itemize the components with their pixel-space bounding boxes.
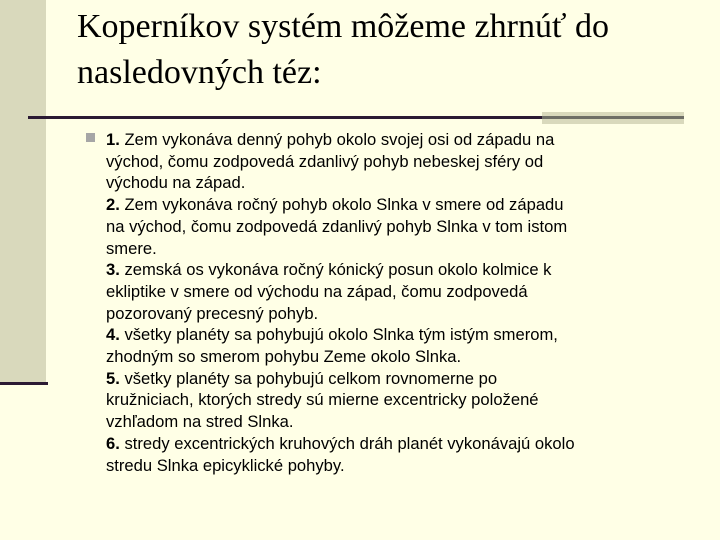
left-decorative-bar	[0, 0, 46, 385]
thesis-6-text-1: stredy excentrických kruhových dráh planét vykonávajú okolo	[119, 433, 575, 453]
divider-accent-line	[542, 116, 684, 119]
thesis-4-number: 4.	[106, 325, 120, 345]
thesis-4-text-1: všetky planéty sa pohybujú okolo Slnka tým istým smerom,	[119, 325, 558, 345]
thesis-2-line-3: smere.	[106, 238, 157, 258]
thesis-3-number: 3.	[106, 260, 120, 280]
thesis-5	[106, 368, 706, 433]
thesis-5-text-1: všetky planéty sa pohybujú celkom rovnomerne po	[119, 368, 498, 388]
thesis-4-line-2: zhodným so smerom pohybu Zeme okolo Slnka.	[106, 347, 462, 367]
thesis-2-line-1	[106, 194, 706, 216]
thesis-5-line-3: vzhľadom na stred Slnka.	[106, 412, 294, 432]
thesis-3-line-3: pozorovaný precesný pohyb.	[106, 303, 319, 323]
thesis-2-text-1: Zem vykonáva ročný pohyb okolo Slnka v smere od západu	[119, 195, 564, 215]
slide-title	[77, 4, 697, 96]
thesis-1-number: 1.	[106, 130, 120, 149]
thesis-1-text-1: Zem vykonáva denný pohyb okolo svojej osi od západu na	[119, 130, 555, 149]
thesis-6-number: 6.	[106, 433, 120, 453]
thesis-2	[106, 194, 706, 259]
slide-title-line-2: nasledovných téz:	[77, 54, 322, 91]
square-bullet-icon	[86, 133, 95, 142]
thesis-4-line-1	[106, 324, 706, 346]
thesis-1-line-2: východ, čomu zodpovedá zdanlivý pohyb nebeskej sféry od	[106, 151, 544, 171]
left-bar-underline	[0, 382, 48, 385]
thesis-3	[106, 259, 706, 324]
thesis-1	[106, 129, 706, 194]
slide-title-line-1: Koperníkov systém môžeme zhrnúť do	[77, 8, 609, 45]
thesis-4	[106, 324, 706, 367]
thesis-6	[106, 433, 706, 476]
thesis-5-line-1	[106, 368, 706, 390]
theses-text	[106, 129, 706, 476]
thesis-5-number: 5.	[106, 368, 120, 388]
thesis-2-number: 2.	[106, 195, 120, 215]
thesis-2-line-2: na východ, čomu zodpovedá zdanlivý pohyb Slnka v tom istom	[106, 216, 568, 236]
thesis-3-line-1	[106, 259, 706, 281]
thesis-1-line-3: východu na západ.	[106, 173, 246, 193]
thesis-6-line-2: stredu Slnka epicyklické pohyby.	[106, 455, 345, 475]
thesis-5-line-2: kružniciach, ktorých stredy sú mierne excentricky položené	[106, 390, 539, 410]
thesis-1-line-1	[106, 129, 706, 151]
thesis-3-line-2: ekliptike v smere od východu na západ, čomu zodpovedá	[106, 281, 528, 301]
title-divider	[28, 116, 542, 119]
thesis-6-line-1	[106, 433, 706, 455]
thesis-3-text-1: zemská os vykonáva ročný kónický posun okolo kolmice k	[119, 260, 552, 280]
